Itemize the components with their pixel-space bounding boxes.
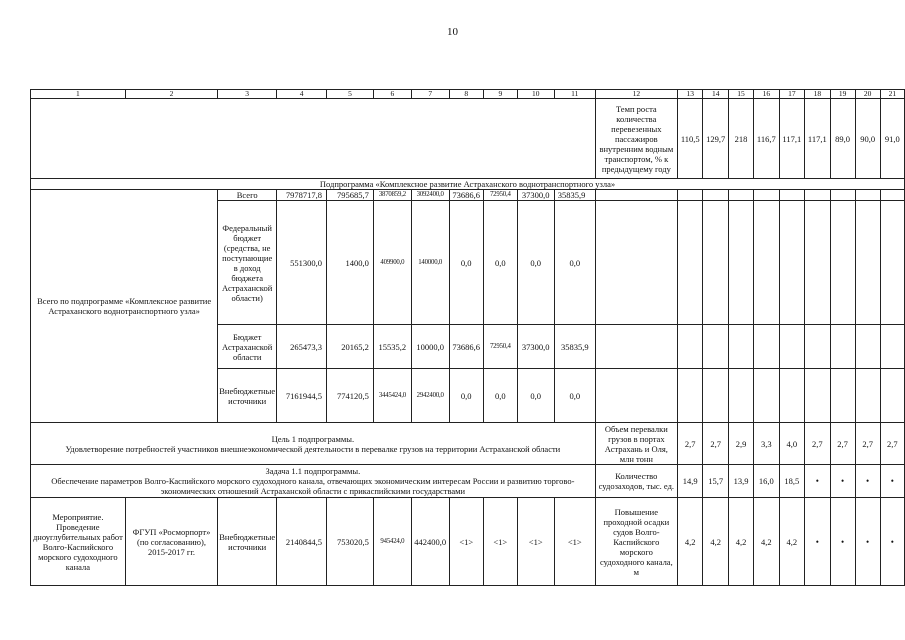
value-cell: 72950,4 [483,190,517,201]
col-2: 2 [125,90,217,99]
value-cell: 15,7 [703,465,729,498]
col-21: 21 [880,90,904,99]
task-text [31,465,596,498]
value-cell: 0,0 [483,201,517,325]
source-cell: Всего [218,190,277,201]
value-cell: 2,7 [855,423,880,465]
indicator-cell: Темп роста количества перевезенных пассажиров внутренним водным транспортом, % к предыдущему году [595,99,677,179]
value-cell: 73686,6 [449,325,483,369]
measure-executor: ФГУП «Росморпорт» (по согласованию), 2015-2017 гг. [125,498,217,586]
goal-text [31,423,596,465]
value-cell: • [855,498,880,586]
value-cell: 7161944,5 [277,369,327,423]
empty-cell [595,325,677,369]
col-18: 18 [805,90,831,99]
col-12: 12 [595,90,677,99]
source-cell: Бюджет Астраханской области [218,325,277,369]
value-cell: 140000,0 [411,201,449,325]
source-cell: Внебюджетные источники [218,498,277,586]
value-cell: 14,9 [677,465,703,498]
empty-cell [595,190,677,201]
value-cell: 4,2 [677,498,703,586]
value-cell: 4,2 [729,498,754,586]
value-cell: 91,0 [880,99,904,179]
value-cell: 1400,0 [327,201,374,325]
value-cell: 129,7 [703,99,729,179]
value-cell: <1> [449,498,483,586]
value-cell: 0,0 [517,369,554,423]
col-1: 1 [31,90,126,99]
goal-title: Цель 1 подпрограммы. [271,433,355,444]
goal-row [31,423,905,465]
value-cell: 2,7 [830,423,855,465]
value-cell: 795685,7 [327,190,374,201]
value-cell: • [855,465,880,498]
value-cell: <1> [517,498,554,586]
col-17: 17 [779,90,805,99]
col-14: 14 [703,90,729,99]
value-cell: 2,7 [805,423,831,465]
indicator-cell: Количество судозаходов, тыс. ед. [595,465,677,498]
empty-cell [595,369,677,423]
value-cell: • [880,465,904,498]
value-cell: • [830,465,855,498]
value-cell: 117,1 [779,99,805,179]
source-cell: Внебюджетные источники [218,369,277,423]
col-7: 7 [411,90,449,99]
task-row [31,465,905,498]
value-cell: 10000,0 [411,325,449,369]
indicator-cell: Объем перевалки грузов в портах Астрахань и Оля, млн тонн [595,423,677,465]
value-cell: 37300,0 [517,325,554,369]
subprogram-title-row [31,179,905,190]
value-cell: 18,5 [779,465,805,498]
col-20: 20 [855,90,880,99]
measure-name: Мероприятие. Проведение дноуглубительных работ Волго-Каспийского морского судоходного канала [31,498,126,586]
value-cell: 89,0 [830,99,855,179]
value-cell: 4,2 [754,498,780,586]
value-cell: <1> [483,498,517,586]
indicator-cell: Повышение проходной осадки судов Волго-Каспийского морского судоходного канала, м [595,498,677,586]
value-cell: 73686,6 [449,190,483,201]
value-cell: 3870859,2 [373,190,411,201]
value-cell: 442400,0 [411,498,449,586]
value-cell: 116,7 [754,99,780,179]
value-cell: 90,0 [855,99,880,179]
value-cell: 218 [729,99,754,179]
value-cell: 15535,2 [373,325,411,369]
value-cell: 4,2 [703,498,729,586]
value-cell: 0,0 [483,369,517,423]
goal-description: Удовлетворение потребностей участников внешнеэкономической деятельности в перевалке грузов на территории Астраханской области [65,443,561,454]
task-title: Задача 1.1 подпрограммы. [265,466,361,476]
value-cell: • [880,498,904,586]
column-number-row [31,90,905,99]
value-cell: 37300,0 [517,190,554,201]
value-cell: 117,1 [805,99,831,179]
value-cell: 409900,0 [373,201,411,325]
measure-row [31,498,905,586]
value-cell: 0,0 [554,369,595,423]
total-label: Всего по подпрограмме «Комплексное развитие Астраханского воднотранспортного узла» [31,190,218,423]
value-cell: 35835,9 [554,190,595,201]
subprogram-title: Подпрограмма «Комплексное развитие Астраханского воднотранспортного узла» [31,179,905,190]
value-cell: 35835,9 [554,325,595,369]
passenger-growth-row [31,99,905,179]
program-table [30,89,905,586]
value-cell: 2140844,5 [277,498,327,586]
source-cell: Федеральный бюджет (средства, не поступающие в доход бюджета Астраханской области) [218,201,277,325]
value-cell: 3,3 [754,423,780,465]
value-cell: 551300,0 [277,201,327,325]
value-cell: 2,7 [677,423,703,465]
value-cell: 753020,5 [327,498,374,586]
col-13: 13 [677,90,703,99]
value-cell: 0,0 [449,369,483,423]
value-cell: • [805,465,831,498]
empty-cell [31,99,596,179]
value-cell: 2942400,0 [411,369,449,423]
col-8: 8 [449,90,483,99]
total-row [31,190,905,201]
value-cell: 774120,5 [327,369,374,423]
value-cell: 0,0 [517,201,554,325]
col-11: 11 [554,90,595,99]
col-15: 15 [729,90,754,99]
col-5: 5 [327,90,374,99]
value-cell: 4,0 [779,423,805,465]
value-cell: <1> [554,498,595,586]
value-cell: 16,0 [754,465,780,498]
task-description: Обеспечение параметров Волго-Каспийского морского судоходного канала, отвечающих экономическим интересам России и развитию торгово-экономических отношений Астраханской области с прикаспийскими государствами [51,476,575,496]
value-cell: 2,7 [703,423,729,465]
value-cell: • [830,498,855,586]
value-cell: 2,7 [880,423,904,465]
value-cell: 0,0 [449,201,483,325]
col-3: 3 [218,90,277,99]
col-10: 10 [517,90,554,99]
value-cell: • [805,498,831,586]
value-cell: 265473,3 [277,325,327,369]
col-16: 16 [754,90,780,99]
value-cell: 2,9 [729,423,754,465]
col-19: 19 [830,90,855,99]
page-number: 10 [447,26,458,38]
col-9: 9 [483,90,517,99]
value-cell: 72950,4 [483,325,517,369]
value-cell: 945424,0 [373,498,411,586]
value-cell: 110,5 [677,99,703,179]
col-6: 6 [373,90,411,99]
col-4: 4 [277,90,327,99]
value-cell: 13,9 [729,465,754,498]
value-cell: 3445424,0 [373,369,411,423]
value-cell: 7978717,8 [277,190,327,201]
empty-cell [595,201,677,325]
value-cell: 20165,2 [327,325,374,369]
value-cell: 0,0 [554,201,595,325]
value-cell: 3092400,0 [411,190,449,201]
value-cell: 4,2 [779,498,805,586]
